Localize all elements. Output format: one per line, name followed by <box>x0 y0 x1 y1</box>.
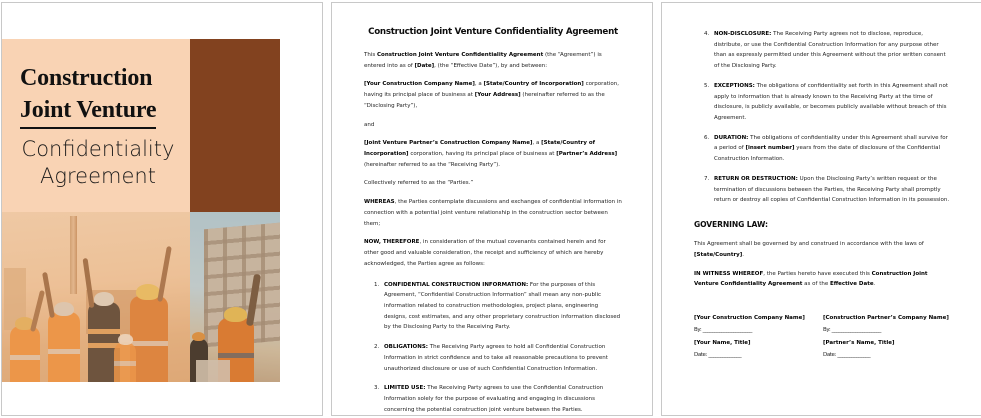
paragraph <box>694 239 952 260</box>
paragraph <box>364 120 622 131</box>
governing-law-heading: GOVERNING LAW: <box>694 220 768 230</box>
page-2-paragraphs <box>364 50 622 270</box>
page-3-body <box>694 29 952 361</box>
paragraph <box>694 269 952 290</box>
worker-silhouette-1 <box>10 326 40 382</box>
emphasis-text: Effective Date <box>829 281 874 288</box>
body-text: . <box>873 281 876 288</box>
page-title: Construction Joint Venture Confidentiality Agreement <box>368 27 618 37</box>
signature-column-1 <box>694 312 823 362</box>
emphasis-text: Construction Joint Venture Confidentiality Agreement <box>694 270 928 288</box>
body-text: (the “Agreement”) is entered into as of <box>364 52 602 69</box>
paragraph <box>364 50 622 71</box>
signature-date-line[interactable]: Date: ______________ <box>823 352 871 359</box>
document-page-cover[interactable] <box>1 2 323 416</box>
signature-by-line[interactable]: By: _____________________ <box>823 327 881 334</box>
cover-photo-building <box>190 212 280 382</box>
signature-name-title: [Your Name, Title] <box>694 339 751 346</box>
cover-artwork <box>2 39 322 382</box>
emphasis-text: EXCEPTIONS: <box>714 82 755 89</box>
body-text: . <box>742 251 745 258</box>
body-text: (hereinafter referred to as the “Receiving Party”). <box>364 161 501 168</box>
cover-title-line-1: Construction <box>20 65 153 91</box>
paragraph <box>364 237 622 269</box>
body-text: The Receiving Party agrees to use the Confidential Construction Information solely for the purpose of evaluating and engaging in discussions concerning the potential construction joint venture between the Parties. <box>384 385 604 413</box>
clause-item <box>711 174 952 206</box>
signature-company-name: [Construction Partner’s Company Name] <box>823 314 949 321</box>
emphasis-text: [State/Country of Incorporation] <box>483 81 584 88</box>
body-text: Collectively referred to as the “Parties.” <box>364 180 474 187</box>
body-text: , (the “Effective Date”), by and between: <box>434 62 548 69</box>
helmet-front <box>224 307 247 322</box>
body-text: The Receiving Party agrees to hold all Confidential Construction Information in strict confidence and to take all reasonable precautions to prevent unauthorized disclosure or use of such Confidential Construction Information. <box>384 344 608 372</box>
body-text: , in consideration of the mutual covenants contained herein and for other good and valuable consideration, the receipt and sufficiency of which are hereby acknowledged, the Parties agree as follows: <box>364 239 606 267</box>
governing-law-paragraphs <box>694 239 952 290</box>
body-text: The obligations of confidentiality set forth in this Agreement shall not apply to information that is already known to the Receiving Party at the time of disclosure, is publicly available, or becomes publicly available without breach of this Agreement. <box>714 82 949 122</box>
emphasis-text: RETURN OR DESTRUCTION: <box>714 175 798 182</box>
emphasis-text: OBLIGATIONS: <box>384 344 428 351</box>
emphasis-text: [Partner’s Address] <box>556 151 618 158</box>
cover-subtitle-line-1: Confidentiality <box>21 137 175 162</box>
helmet-4 <box>136 284 160 300</box>
emphasis-text: DURATION: <box>714 134 749 141</box>
cover-subtitle-line-2: Agreement <box>40 164 156 189</box>
body-text: This <box>364 52 377 58</box>
emphasis-text: [Your Construction Company Name] <box>364 81 475 88</box>
body-text: , the Parties contemplate discussions and exchanges of confidential information in connection with a potential joint venture relationship in the construction sector between them; <box>364 199 622 227</box>
document-page-3[interactable] <box>661 2 981 416</box>
emphasis-text: [Your Address] <box>474 92 521 99</box>
emphasis-text: WHEREAS <box>364 199 395 206</box>
helmet-3 <box>94 292 114 306</box>
body-text: corporation, having its principal place of business at <box>364 81 619 99</box>
body-text: , the Parties hereto have executed this <box>763 270 872 277</box>
worker-silhouette-2 <box>48 312 80 382</box>
signature-date-line[interactable]: Date: ______________ <box>694 352 742 359</box>
page-2-body <box>364 27 622 416</box>
helmet-side <box>192 332 205 341</box>
emphasis-text: [Joint Venture Partner’s Construction Company Name] <box>364 140 533 147</box>
body-text: corporation, having its principal place of business at <box>408 151 557 158</box>
emphasis-text: Construction Joint Venture Confidentiality Agreement <box>377 52 544 58</box>
signature-column-2 <box>823 312 952 362</box>
clause-item <box>381 280 622 334</box>
helmet-2 <box>54 302 74 316</box>
emphasis-text: [State/Country of Incorporation] <box>364 140 596 158</box>
emphasis-text: NOW, THEREFORE <box>364 239 420 246</box>
cover-title-group <box>2 39 190 212</box>
body-text: (hereinafter referred to as the “Disclosing Party”), <box>364 92 605 109</box>
emphasis-text: IN WITNESS WHEREOF <box>694 270 764 277</box>
emphasis-text: LIMITED USE: <box>384 385 426 392</box>
body-text: years from the date of disclosure of the Confidential Construction Information. <box>714 145 940 163</box>
paragraph <box>364 79 622 111</box>
paragraph <box>364 138 622 170</box>
emphasis-text: [insert number] <box>745 145 795 152</box>
body-text: The Receiving Party agrees not to disclose, reproduce, distribute, or use the Confidential Construction Information for any purpose other than as expressly permitted under this Agreement without the prior written consent of the Disclosing Party. <box>714 31 946 70</box>
document-page-2[interactable] <box>331 2 653 416</box>
cover-photo-workers <box>2 212 190 382</box>
clause-item <box>381 342 622 374</box>
emphasis-text: [State/Country] <box>694 251 743 258</box>
signature-name-title: [Partner’s Name, Title] <box>823 339 895 346</box>
emphasis-text: NON-DISCLOSURE: <box>714 31 772 37</box>
emphasis-text: CONFIDENTIAL CONSTRUCTION INFORMATION: <box>384 281 529 288</box>
paragraph <box>364 178 622 189</box>
clause-item <box>711 81 952 124</box>
clause-item <box>711 133 952 165</box>
body-text: This Agreement shall be governed by and construed in accordance with the laws of <box>694 241 924 248</box>
concrete-block <box>196 360 230 382</box>
emphasis-text: [Date] <box>414 62 435 69</box>
body-text: For the purposes of this Agreement, “Confidential Construction Information” shall mean any non-public information related to construction methodologies, project plans, engineering designs, cost estimates, and any other proprietary construction information disclosed by the Disclosing Party to the Receiving Party. <box>384 281 621 331</box>
body-text: , a <box>532 140 542 147</box>
page-3-clause-list <box>694 29 952 206</box>
body-text: The obligations of confidentiality under this Agreement shall survive for a period of <box>714 134 948 152</box>
cover-brown-block <box>190 39 280 212</box>
body-text: and <box>364 121 375 128</box>
page-2-clause-list <box>364 280 622 416</box>
worker-silhouette-5 <box>114 342 136 382</box>
signature-by-line[interactable]: By: _____________________ <box>694 327 752 334</box>
paragraph <box>364 197 622 229</box>
body-text: Upon the Disclosing Party’s written request or the termination of discussions between the Parties, the Receiving Party shall promptly return or destroy all copies of Confidential Construction Information in its possession. <box>714 175 950 204</box>
helmet-5 <box>118 334 133 345</box>
signature-block <box>694 312 952 362</box>
body-text: as of the <box>802 281 830 288</box>
cover-title-line-2: Joint Venture <box>20 95 156 130</box>
signature-company-name: [Your Construction Company Name] <box>694 314 805 321</box>
clause-item <box>711 29 952 72</box>
crane-shape <box>70 216 77 294</box>
clause-item <box>381 383 622 415</box>
body-text: , a <box>474 81 484 88</box>
